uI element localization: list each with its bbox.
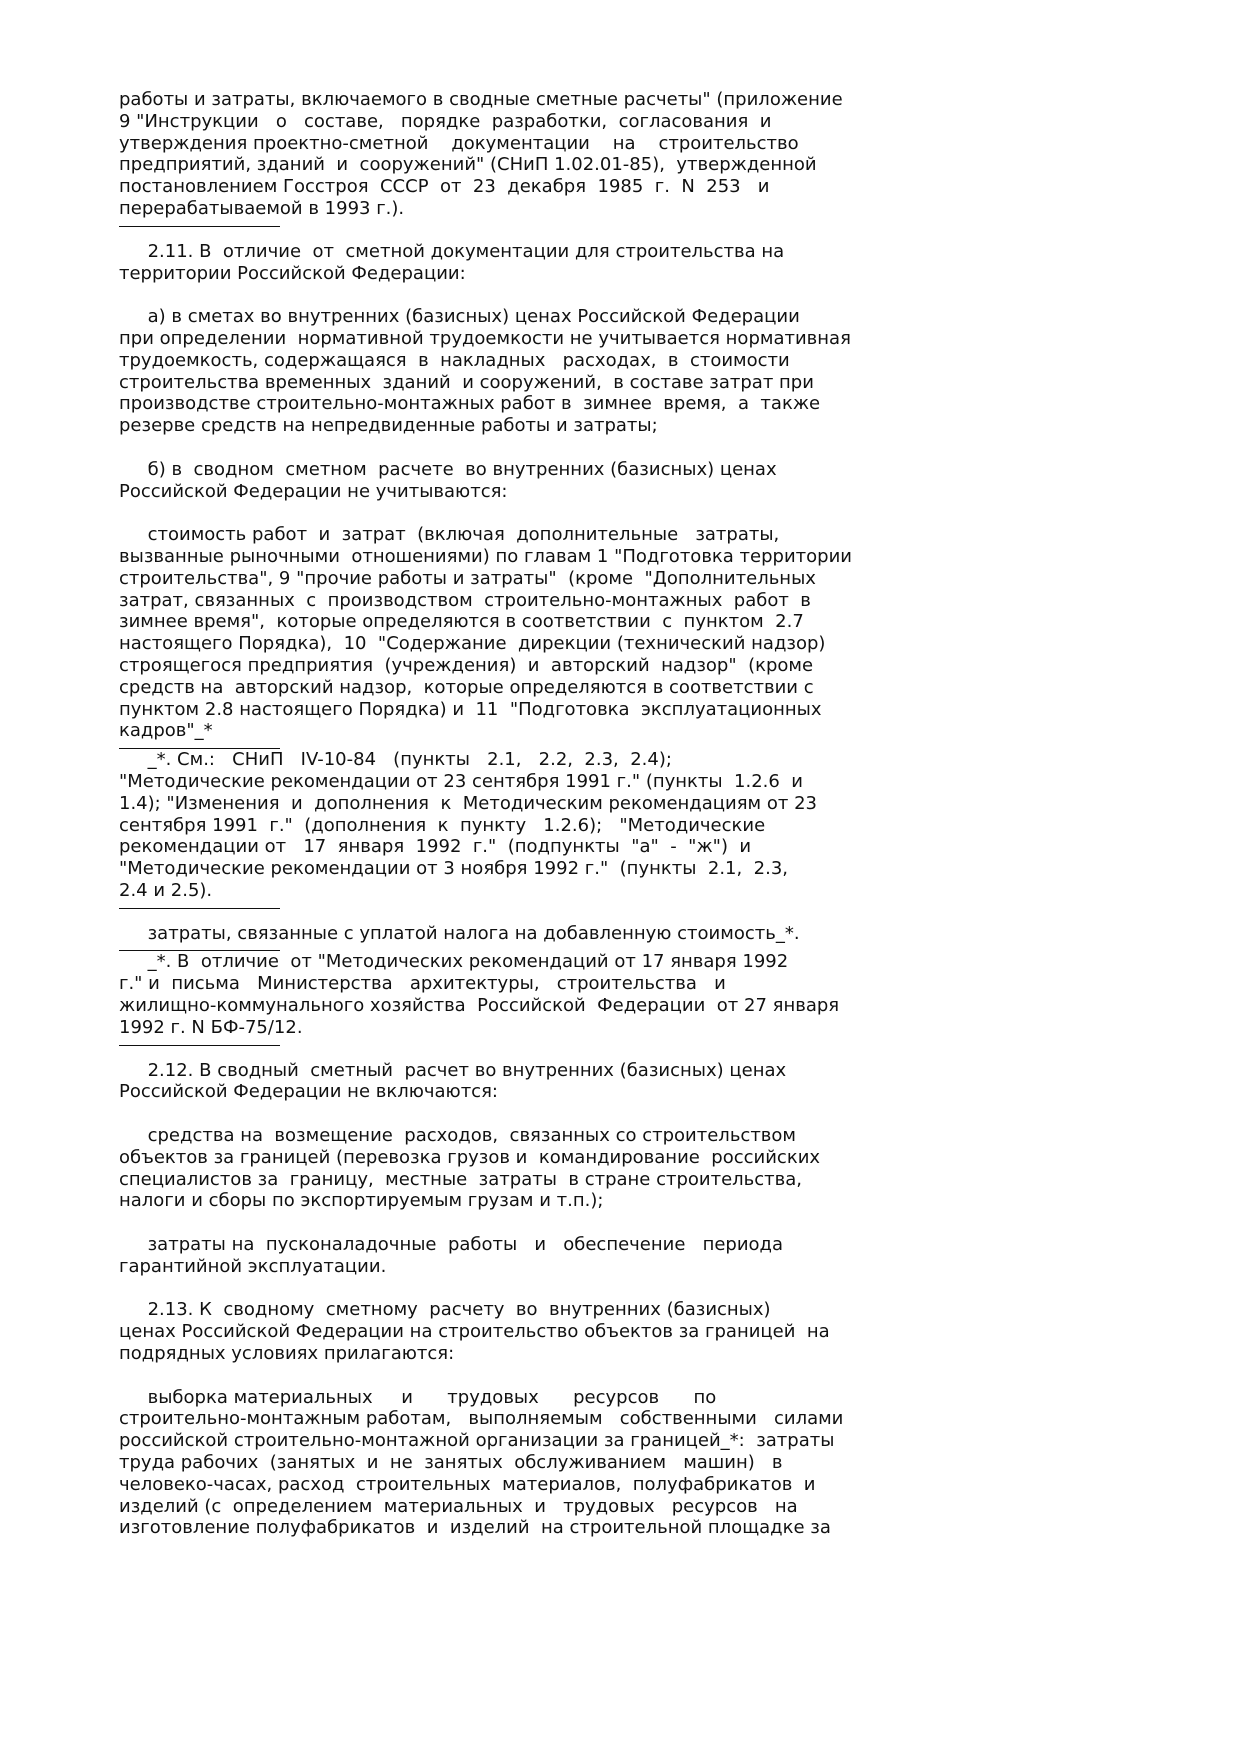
paragraph-cost-works: стоимость работ и затрат (включая дополнительные затраты, вызванные рыночными отношениями) по главам 1 "Подготовка территории строительства", 9 "прочие работы и затраты" (кроме "Дополнительных затрат, связанных с производством строительно-монтажных работ в зимнее время", которые определяются в соответствии с пунктом 2.7 настоящего Порядка), 10 "Содержание дирекции (технический надзор) строящегося предприятия (учреждения) и авторский надзор" (кроме средств на авторский надзор, которые определяются в соответствии с пунктом 2.8 настоящего Порядка) и 11 "Подготовка эксплуатационных кадров"_*: [119, 524, 852, 742]
paragraph-resources: выборка материальных и трудовых ресурсов по строительно-монтажным работам, выполняемым собственными силами российской строительно-монтажной организации за границей_*: затраты труда рабочих (занятых и не занятых обслуживанием машин) в человеко-часах, расход строительных материалов, полуфабрикатов и изделий (с определением материальных и трудовых ресурсов на изготовление полуфабрикатов и изделий на строительной площадке за: [119, 1386, 844, 1539]
paragraph-commissioning: затраты на пусконаладочные работы и обеспечение периода гарантийной эксплуатации.: [119, 1234, 784, 1277]
paragraph-vat: затраты, связанные с уплатой налога на добавленную стоимость_*.: [119, 922, 800, 944]
footnote-end-divider: [119, 908, 280, 909]
section-divider: [119, 226, 280, 227]
footnote-1: _*. См.: СНиП IV-10-84 (пункты 2.1, 2.2, 2.3, 2.4); "Методические рекомендации от 23 сентября 1991 г." (пункты 1.2.6 и 1.4); "Изменения и дополнения к Методическим рекомендациям от 23 сентября 1991 г." (дополнения к пункту 1.2.6); "Методические рекомендации от 17 января 1992 г." (подпункты "а" - "ж") и "Методические рекомендации от 3 ноября 1992 г." (пункты 2.1, 2.3, 2.4 и 2.5).: [119, 749, 817, 901]
document-page: [119, 89, 1119, 1539]
paragraph-2-11: 2.11. В отличие от сметной документации для строительства на территории Российской Федерации:: [119, 240, 785, 284]
footnote-2: _*. В отличие от "Методических рекомендаций от 17 января 1992 г." и письма Министерства архитектуры, строительства и жилищно-коммунального хозяйства Российской Федерации от 27 января 1992 г. N БФ-75/12.: [119, 951, 840, 1038]
paragraph-2-12: 2.12. В сводный сметный расчет во внутренних (базисных) ценах Российской Федерации не включаются:: [119, 1059, 787, 1103]
footnote-end-divider: [119, 1045, 280, 1046]
paragraph-2-11-b: б) в сводном сметном расчете во внутренних (базисных) ценах Российской Федерации не учитываются:: [119, 458, 777, 502]
paragraph-2-11-a: а) в сметах во внутренних (базисных) ценах Российской Федерации при определении нормативной трудоемкости не учитывается нормативная трудоемкость, содержащаяся в накладных расходах, в стоимости строительства временных зданий и сооружений, в составе затрат при производстве строительно-монтажных работ в зимнее время, а также резерве средств на непредвиденные работы и затраты;: [119, 306, 851, 437]
intro-paragraph: работы и затраты, включаемого в сводные сметные расчеты" (приложение 9 "Инструкции о составе, порядке разработки, согласования и утверждения проектно-сметной документации на строительство предприятий, зданий и сооружений" (СНиП 1.02.01-85), утвержденной постановлением Госстроя СССР от 23 декабря 1985 г. N 253 и перерабатываемой в 1993 г.).: [119, 89, 843, 219]
paragraph-abroad-costs: средства на возмещение расходов, связанных со строительством объектов за границей (перевозка грузов и командирование российских специалистов за границу, местные затраты в стране строительства, налоги и сборы по экспортируемым грузам и т.п.);: [119, 1125, 821, 1212]
paragraph-2-13: 2.13. К сводному сметному расчету во внутренних (базисных) ценах Российской Федерации на строительство объектов за границей на подрядных условиях прилагаются:: [119, 1299, 830, 1365]
